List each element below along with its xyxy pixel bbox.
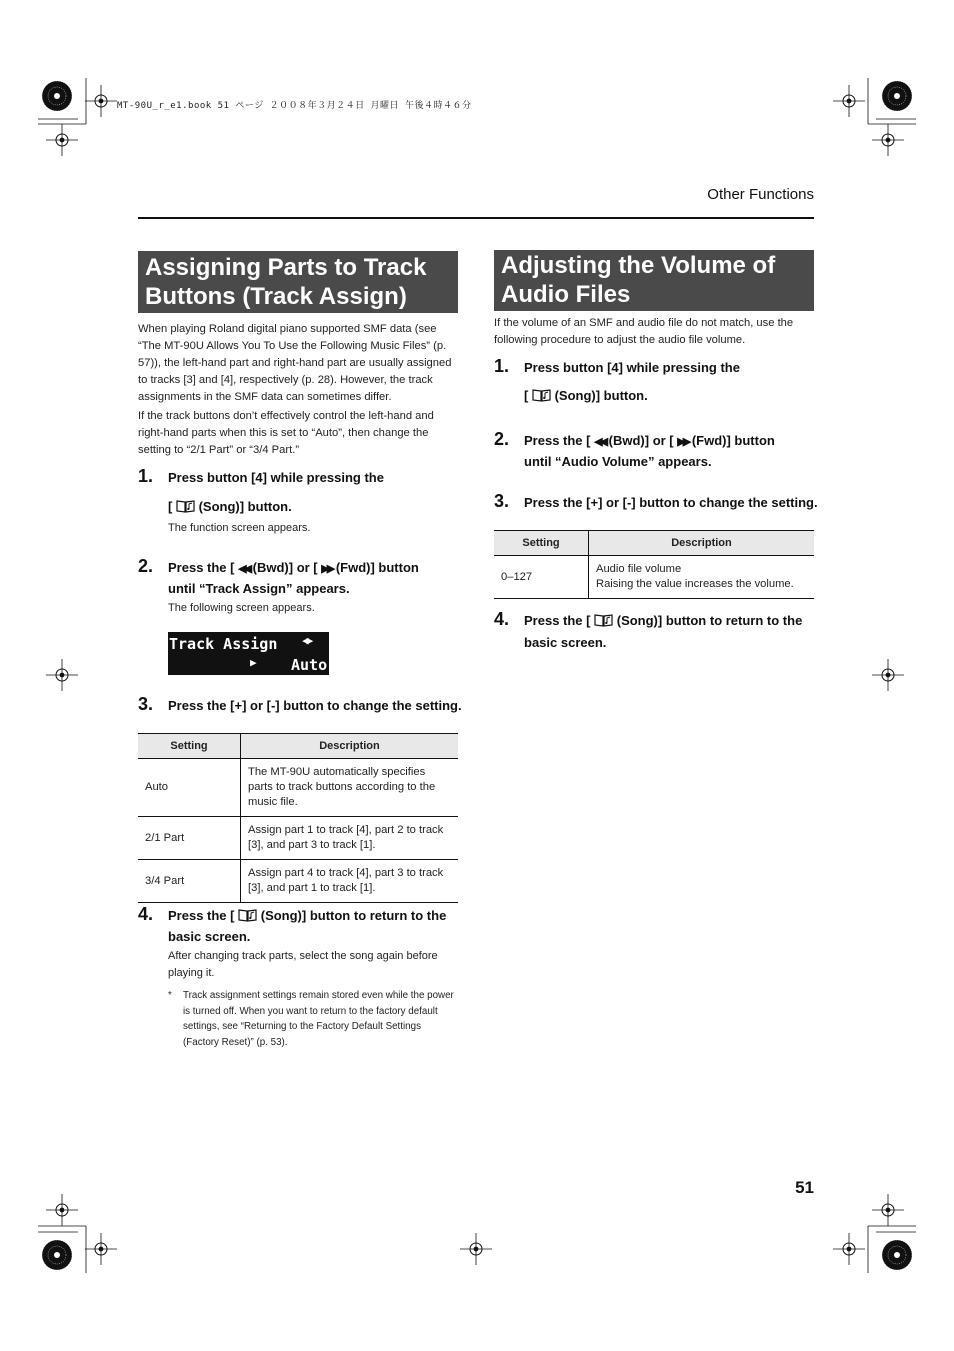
description-line1: Audio file volume	[596, 563, 682, 575]
right-step1-number: 1.	[494, 356, 510, 376]
book-song-icon	[238, 909, 257, 922]
book-song-icon	[532, 389, 551, 402]
left-intro2: If the track buttons don’t effectively control the left-hand and right-hand parts when this is set to “Auto”, then change the setting to “2/1 Part” or “3/4 Part.”	[138, 410, 434, 456]
left-intro: When playing Roland digital piano supported SMF data (see “The MT-90U Allows You To Use the Following Music Files” (p. 57)), the left-hand part and right-hand part are usually assigned to tracks [3] and [4], respectively (p. 28). However, the track assignments in the SMF data can sometimes differ.	[138, 323, 452, 403]
left-step4-line2: basic screen.	[168, 929, 251, 944]
right-step4-line2: basic screen.	[524, 635, 607, 650]
lcd-scroll-icon: ◀▶	[302, 634, 312, 647]
left-step4-number: 4.	[138, 904, 154, 924]
fast-forward-icon: ▶▶	[321, 563, 333, 575]
right-heading	[494, 250, 814, 311]
right-step1-line1: Press button [4] while pressing the	[524, 360, 740, 375]
left-step2-pre: Press the [	[168, 560, 235, 575]
right-step1-line2	[524, 385, 648, 407]
table-cell-description: Assign part 4 to track [4], part 3 to track [3], and part 1 to track [1].	[241, 860, 459, 903]
left-step2-bwd: (Bwd)] or [	[252, 560, 318, 575]
bracket-open: [	[524, 388, 529, 403]
left-step1-number: 1.	[138, 466, 154, 486]
right-step2-line1	[524, 430, 775, 453]
book-song-icon	[594, 614, 613, 627]
left-step3-number: 3.	[138, 694, 154, 714]
table-row	[494, 556, 814, 599]
left-step2-note: The following screen appears.	[168, 602, 315, 614]
left-step4-pre: Press the [	[168, 908, 235, 923]
table-cell-setting: 0–127	[494, 556, 589, 599]
table-header-description: Description	[589, 531, 815, 556]
left-step4-post: (Song)] button to return to the	[260, 908, 447, 923]
left-step2-fwd: (Fwd)] button	[335, 560, 419, 575]
bracket-open: [	[168, 499, 173, 514]
table-header-row	[138, 734, 458, 759]
left-step2-line2: until “Track Assign” appears.	[168, 581, 350, 596]
table-cell-setting: 2/1 Part	[138, 817, 241, 860]
right-step2-fwd: (Fwd)] button	[691, 433, 775, 448]
book-song-icon	[176, 500, 195, 513]
right-intro: If the volume of an SMF and audio file do not match, use the following procedure to adjust the audio file volume.	[494, 317, 794, 346]
section-title: Other Functions	[707, 186, 814, 203]
fast-forward-icon: ▶▶	[677, 436, 689, 448]
left-step1-line2	[168, 496, 292, 518]
table-cell-setting: Auto	[138, 759, 241, 817]
right-step4-post: (Song)] button to return to the	[616, 613, 803, 628]
right-step3-number: 3.	[494, 491, 510, 511]
left-heading-line2: Buttons (Track Assign)	[145, 283, 407, 310]
table-header-setting: Setting	[494, 531, 589, 556]
right-step2-pre: Press the [	[524, 433, 591, 448]
table-cell-description: Assign part 1 to track [4], part 2 to track [3], and part 3 to track [1].	[241, 817, 459, 860]
table-row	[138, 817, 458, 860]
right-step4-pre: Press the [	[524, 613, 591, 628]
rewind-icon: ◀◀	[594, 436, 606, 448]
left-heading	[138, 251, 458, 313]
left-step4-note: After changing track parts, select the song again before playing it.	[168, 950, 438, 979]
lcd-line1: Track Assign	[169, 635, 278, 653]
table-header-description: Description	[241, 734, 459, 759]
left-step1-line1: Press button [4] while pressing the	[168, 470, 384, 485]
table-header-row	[494, 531, 814, 556]
right-step3-text: Press the [+] or [-] button to change the setting.	[524, 495, 818, 510]
description-line2: Raising the value increases the volume.	[596, 578, 794, 590]
header-rule	[138, 217, 814, 219]
left-step3-text: Press the [+] or [-] button to change the setting.	[168, 698, 462, 713]
table-row	[138, 759, 458, 817]
footnote: Track assignment settings remain stored even while the power is turned off. When you want to return to the factory default settings, see “Returning to the Factory Default Settings (Factory Reset)” (p. 53).	[183, 990, 454, 1048]
page-number: 51	[795, 1178, 814, 1197]
table-cell-description	[589, 556, 815, 599]
lcd-screen	[168, 632, 329, 675]
right-step1-label: (Song)] button.	[554, 388, 648, 403]
table-header-setting: Setting	[138, 734, 241, 759]
rewind-icon: ◀◀	[238, 563, 250, 575]
table-row	[138, 860, 458, 903]
right-heading-line1: Adjusting the Volume of	[501, 252, 776, 279]
left-step4-line1	[168, 905, 446, 927]
right-step4-number: 4.	[494, 609, 510, 629]
left-step2-line1	[168, 557, 419, 580]
table-cell-description: The MT-90U automatically specifies parts to track buttons according to the music file.	[241, 759, 459, 817]
right-heading-line2: Audio Files	[501, 281, 631, 308]
print-slug: MT-90U_r_e1.book 51 ページ ２００８年３月２４日 月曜日 午後４時４６分	[117, 101, 472, 111]
table-cell-setting: 3/4 Part	[138, 860, 241, 903]
left-heading-line1: Assigning Parts to Track	[145, 254, 427, 281]
left-step1-label: (Song)] button.	[198, 499, 292, 514]
right-step2-number: 2.	[494, 429, 510, 449]
right-settings-table	[494, 530, 814, 599]
right-step2-line2: until “Audio Volume” appears.	[524, 454, 712, 469]
left-step2-number: 2.	[138, 556, 154, 576]
right-step4-line1	[524, 610, 802, 632]
left-step1-note: The function screen appears.	[168, 522, 311, 534]
footnote-mark: *	[168, 990, 172, 1001]
lcd-line2: Auto	[291, 656, 328, 674]
left-settings-table	[138, 733, 458, 903]
right-step2-bwd: (Bwd)] or [	[608, 433, 674, 448]
lcd-cursor-icon: ▶	[250, 656, 257, 669]
